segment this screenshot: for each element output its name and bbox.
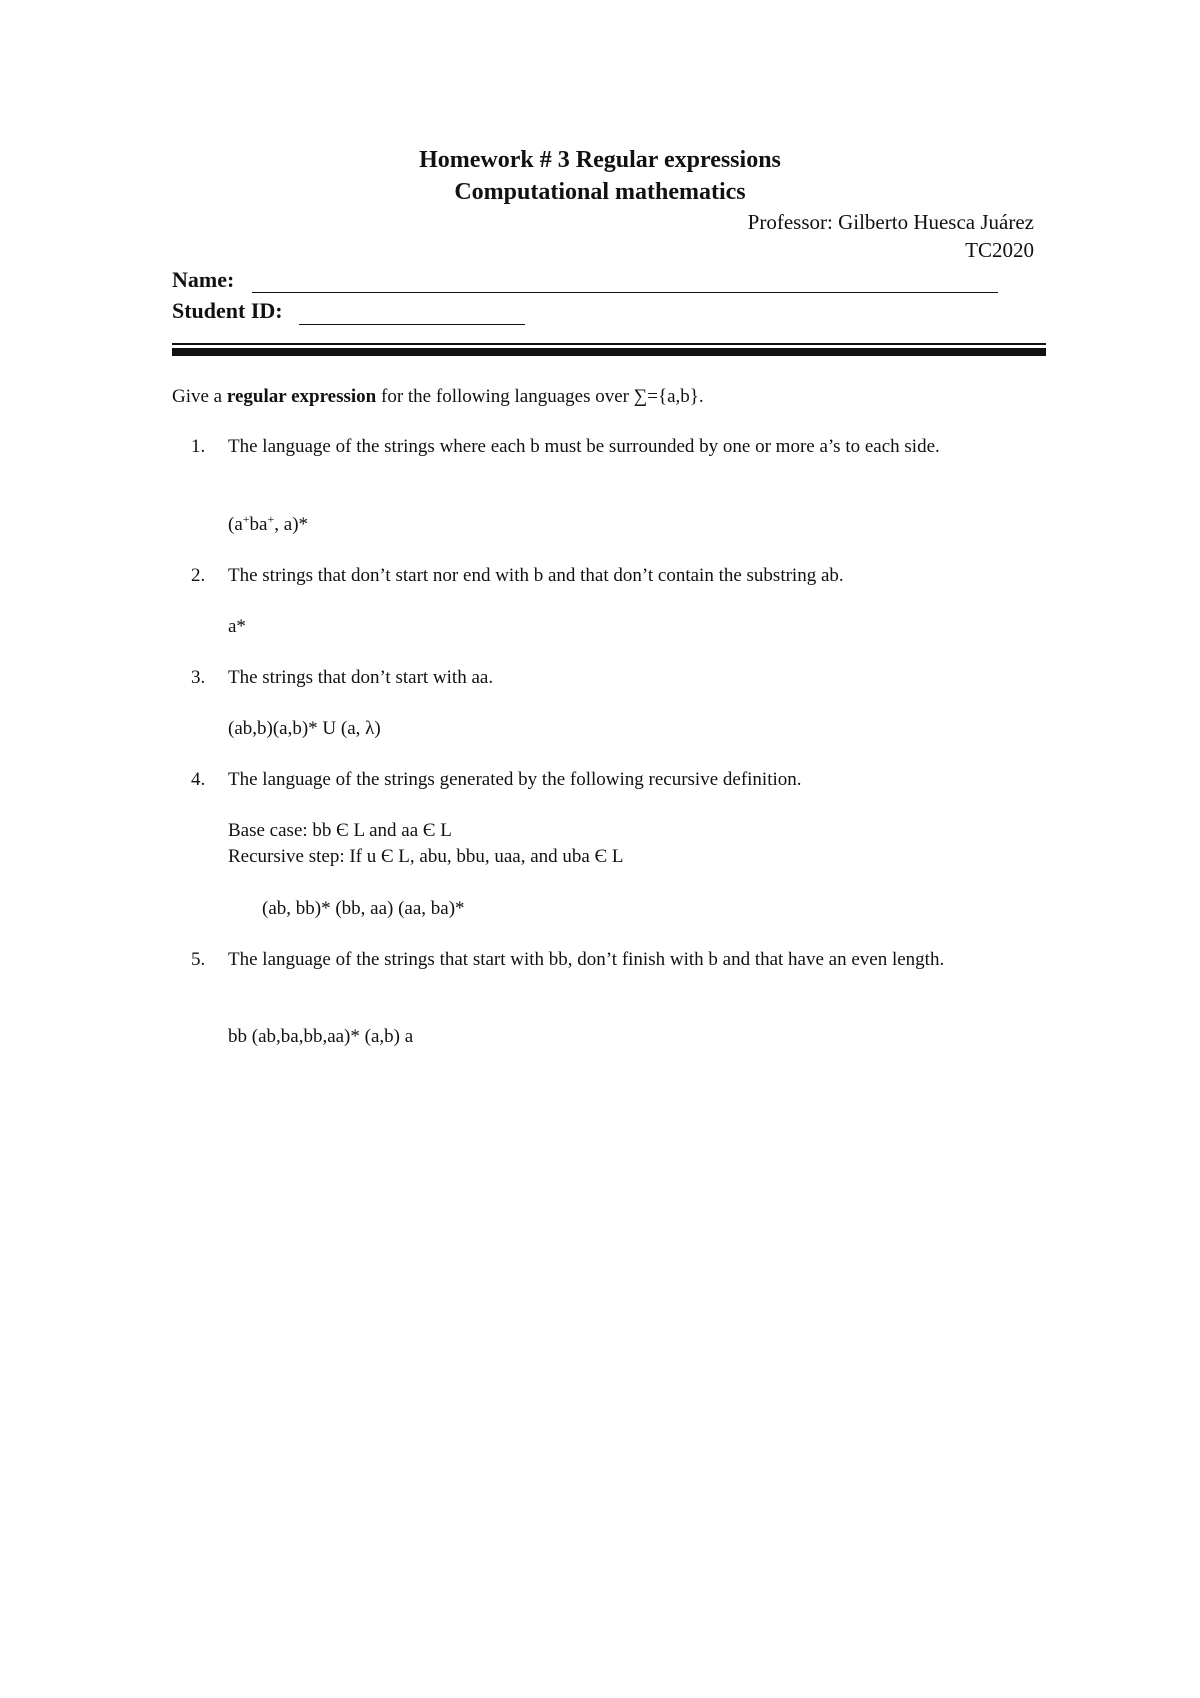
divider-thin xyxy=(172,343,1046,345)
question-text: The language of the strings that start with bb, don’t finish with b and that have an even length. xyxy=(228,949,945,970)
answer-4: (ab, bb)* (bb, aa) (aa, ba)* xyxy=(262,898,465,919)
question-number: 5. xyxy=(191,949,206,970)
question-text: The language of the strings where each b must be surrounded by one or more a’s to each side. xyxy=(228,436,940,457)
instructions-prefix: Give a xyxy=(172,386,227,407)
professor-line: Professor: Gilberto Huesca Juárez xyxy=(747,210,1034,234)
answer-1-part: , a)* xyxy=(274,514,309,535)
question-number: 1. xyxy=(191,436,206,457)
question-number: 3. xyxy=(191,667,206,688)
document-title: Homework # 3 Regular expressions xyxy=(419,147,781,173)
superscript-plus: + xyxy=(242,512,250,526)
divider-thick xyxy=(172,348,1046,356)
answer-1-part: (a xyxy=(228,514,243,535)
instructions-suffix: for the following languages over ∑={a,b}. xyxy=(376,386,704,407)
question-text: The strings that don’t start with aa. xyxy=(228,667,494,688)
course-code: TC2020 xyxy=(965,238,1034,262)
student-id-field-line[interactable] xyxy=(299,324,525,325)
name-field-line[interactable] xyxy=(252,292,998,293)
answer-5: bb (ab,ba,bb,aa)* (a,b) a xyxy=(228,1026,414,1047)
base-case: Base case: bb Є L and aa Є L xyxy=(228,820,452,841)
instructions xyxy=(172,384,704,410)
answer-1 xyxy=(228,512,308,538)
name-label: Name: xyxy=(172,267,235,292)
answer-3: (ab,b)(a,b)* U (a, λ) xyxy=(228,718,381,739)
answer-1-part: ba xyxy=(249,514,268,535)
question-number: 4. xyxy=(191,769,206,790)
question-number: 2. xyxy=(191,565,206,586)
student-id-label: Student ID: xyxy=(172,298,283,323)
answer-2: a* xyxy=(228,616,246,637)
instructions-bold: regular expression xyxy=(226,386,377,407)
recursive-step: Recursive step: If u Є L, abu, bbu, uaa, and uba Є L xyxy=(228,846,624,867)
superscript-plus: + xyxy=(267,512,275,526)
question-text: The language of the strings generated by the following recursive definition. xyxy=(228,769,802,790)
question-text: The strings that don’t start nor end with b and that don’t contain the substring ab. xyxy=(228,565,844,586)
document-subtitle: Computational mathematics xyxy=(454,179,746,205)
